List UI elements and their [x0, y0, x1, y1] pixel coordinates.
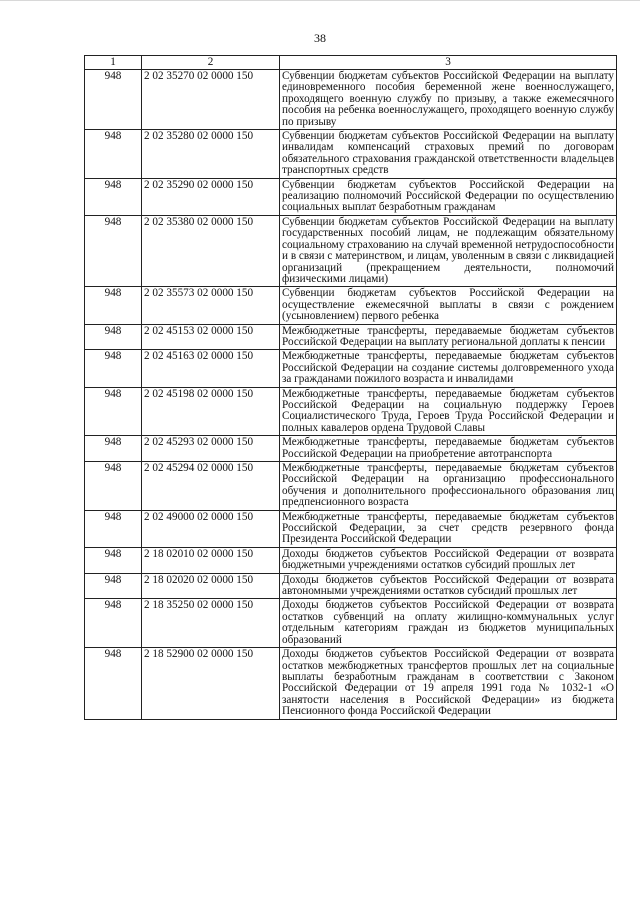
table-row	[85, 350, 617, 387]
table-row	[85, 324, 617, 350]
admin-code-cell: 948	[85, 547, 142, 573]
budget-classification-code-cell: 2 02 45163 02 0000 150	[142, 350, 280, 387]
budget-classification-code-cell: 2 18 02020 02 0000 150	[142, 573, 280, 599]
table-row	[85, 70, 617, 130]
revenue-description-cell: Межбюджетные трансферты, передаваемые бюджетам субъектов Российской Федерации, за счет средств резервного фонда Президента Российской Федерации	[280, 510, 617, 547]
revenue-description-cell: Межбюджетные трансферты, передаваемые бюджетам субъектов Российской Федерации на создание системы долговременного ухода за гражданами пожилого возраста и инвалидами	[280, 350, 617, 387]
table-row	[85, 178, 617, 215]
admin-code-cell: 948	[85, 648, 142, 719]
revenue-description-cell: Субвенции бюджетам субъектов Российской Федерации на осуществление ежемесячной выплаты в связи с рождением (усыновлением) первого ребенка	[280, 287, 617, 324]
budget-classification-code-cell: 2 18 35250 02 0000 150	[142, 599, 280, 648]
admin-code-cell: 948	[85, 130, 142, 179]
admin-code-cell: 948	[85, 215, 142, 286]
admin-code-cell: 948	[85, 573, 142, 599]
budget-classification-code-cell: 2 02 35573 02 0000 150	[142, 287, 280, 324]
table-row	[85, 462, 617, 511]
budget-revenue-table	[84, 55, 617, 720]
column-header-description: 3	[280, 56, 617, 70]
budget-classification-code-cell: 2 18 52900 02 0000 150	[142, 648, 280, 719]
revenue-description-cell: Межбюджетные трансферты, передаваемые бюджетам субъектов Российской Федерации на социальную поддержку Героев Социалистического Труда, Героев Труда Российской Федерации и полных кавалеров ордена Трудовой Славы	[280, 387, 617, 436]
budget-classification-code-cell: 2 02 45293 02 0000 150	[142, 436, 280, 462]
revenue-description-cell: Субвенции бюджетам субъектов Российской Федерации на реализацию полномочий Российской Федерации по осуществлению социальных выплат безработным гражданам	[280, 178, 617, 215]
table-row	[85, 130, 617, 179]
budget-classification-code-cell: 2 02 35380 02 0000 150	[142, 215, 280, 286]
table-row	[85, 547, 617, 573]
admin-code-cell: 948	[85, 287, 142, 324]
revenue-description-cell: Субвенции бюджетам субъектов Российской Федерации на выплату единовременного пособия беременной жене военнослужащего, проходящего военную службу по призыву, а также ежемесячного пособия на ребенка военнослужащего, проходящего военную службу по призыву	[280, 70, 617, 130]
revenue-description-cell: Субвенции бюджетам субъектов Российской Федерации на выплату инвалидам компенсаций страховых премий по договорам обязательного страхования гражданской ответственности владельцев транспортных средств	[280, 130, 617, 179]
revenue-description-cell: Доходы бюджетов субъектов Российской Федерации от возврата автономными учреждениями остатков субсидий прошлых лет	[280, 573, 617, 599]
revenue-description-cell: Доходы бюджетов субъектов Российской Федерации от возврата остатков межбюджетных трансфертов прошлых лет на социальные выплаты безработным гражданам в соответствии с Законом Российской Федерации от 19 апреля 1991 года № 1032-1 «О занятости населения в Российской Федерации» из бюджета Пенсионного фонда Российской Федерации	[280, 648, 617, 719]
page-number: 38	[314, 31, 326, 45]
budget-classification-code-cell: 2 02 35290 02 0000 150	[142, 178, 280, 215]
revenue-description-cell: Доходы бюджетов субъектов Российской Федерации от возврата остатков субвенций на оплату жилищно-коммунальных услуг отдельным категориям граждан из бюджетов муниципальных образований	[280, 599, 617, 648]
table-header-row	[85, 56, 617, 70]
table-row	[85, 510, 617, 547]
revenue-description-cell: Межбюджетные трансферты, передаваемые бюджетам субъектов Российской Федерации на выплату региональной доплаты к пенсии	[280, 324, 617, 350]
revenue-description-cell: Межбюджетные трансферты, передаваемые бюджетам субъектов Российской Федерации на приобретение автотранспорта	[280, 436, 617, 462]
revenue-description-cell: Субвенции бюджетам субъектов Российской Федерации на выплату государственных пособий лицам, не подлежащим обязательному социальному страхованию на случай временной нетрудоспособности и в связи с материнством, и лицам, уволенным в связи с ликвидацией организаций (прекращением деятельности, полномочий физическими лицами)	[280, 215, 617, 286]
admin-code-cell: 948	[85, 462, 142, 511]
table-row	[85, 573, 617, 599]
budget-classification-code-cell: 2 02 45294 02 0000 150	[142, 462, 280, 511]
revenue-description-cell: Доходы бюджетов субъектов Российской Федерации от возврата бюджетными учреждениями остатков субсидий прошлых лет	[280, 547, 617, 573]
budget-classification-code-cell: 2 02 45198 02 0000 150	[142, 387, 280, 436]
admin-code-cell: 948	[85, 436, 142, 462]
table-row	[85, 387, 617, 436]
admin-code-cell: 948	[85, 324, 142, 350]
budget-classification-code-cell: 2 02 45153 02 0000 150	[142, 324, 280, 350]
table-row	[85, 287, 617, 324]
admin-code-cell: 948	[85, 387, 142, 436]
admin-code-cell: 948	[85, 70, 142, 130]
table-row	[85, 215, 617, 286]
table-row	[85, 599, 617, 648]
budget-classification-code-cell: 2 02 35280 02 0000 150	[142, 130, 280, 179]
budget-classification-code-cell: 2 18 02010 02 0000 150	[142, 547, 280, 573]
revenue-description-cell: Межбюджетные трансферты, передаваемые бюджетам субъектов Российской Федерации на организацию профессионального обучения и дополнительного профессионального образования лиц предпенсионного возраста	[280, 462, 617, 511]
admin-code-cell: 948	[85, 350, 142, 387]
table-row	[85, 436, 617, 462]
table-body	[85, 70, 617, 720]
admin-code-cell: 948	[85, 510, 142, 547]
scan-edge-line	[0, 0, 640, 1]
column-header-admin: 1	[85, 56, 142, 70]
admin-code-cell: 948	[85, 178, 142, 215]
admin-code-cell: 948	[85, 599, 142, 648]
budget-classification-code-cell: 2 02 35270 02 0000 150	[142, 70, 280, 130]
budget-classification-code-cell: 2 02 49000 02 0000 150	[142, 510, 280, 547]
column-header-code: 2	[142, 56, 280, 70]
table-row	[85, 648, 617, 719]
